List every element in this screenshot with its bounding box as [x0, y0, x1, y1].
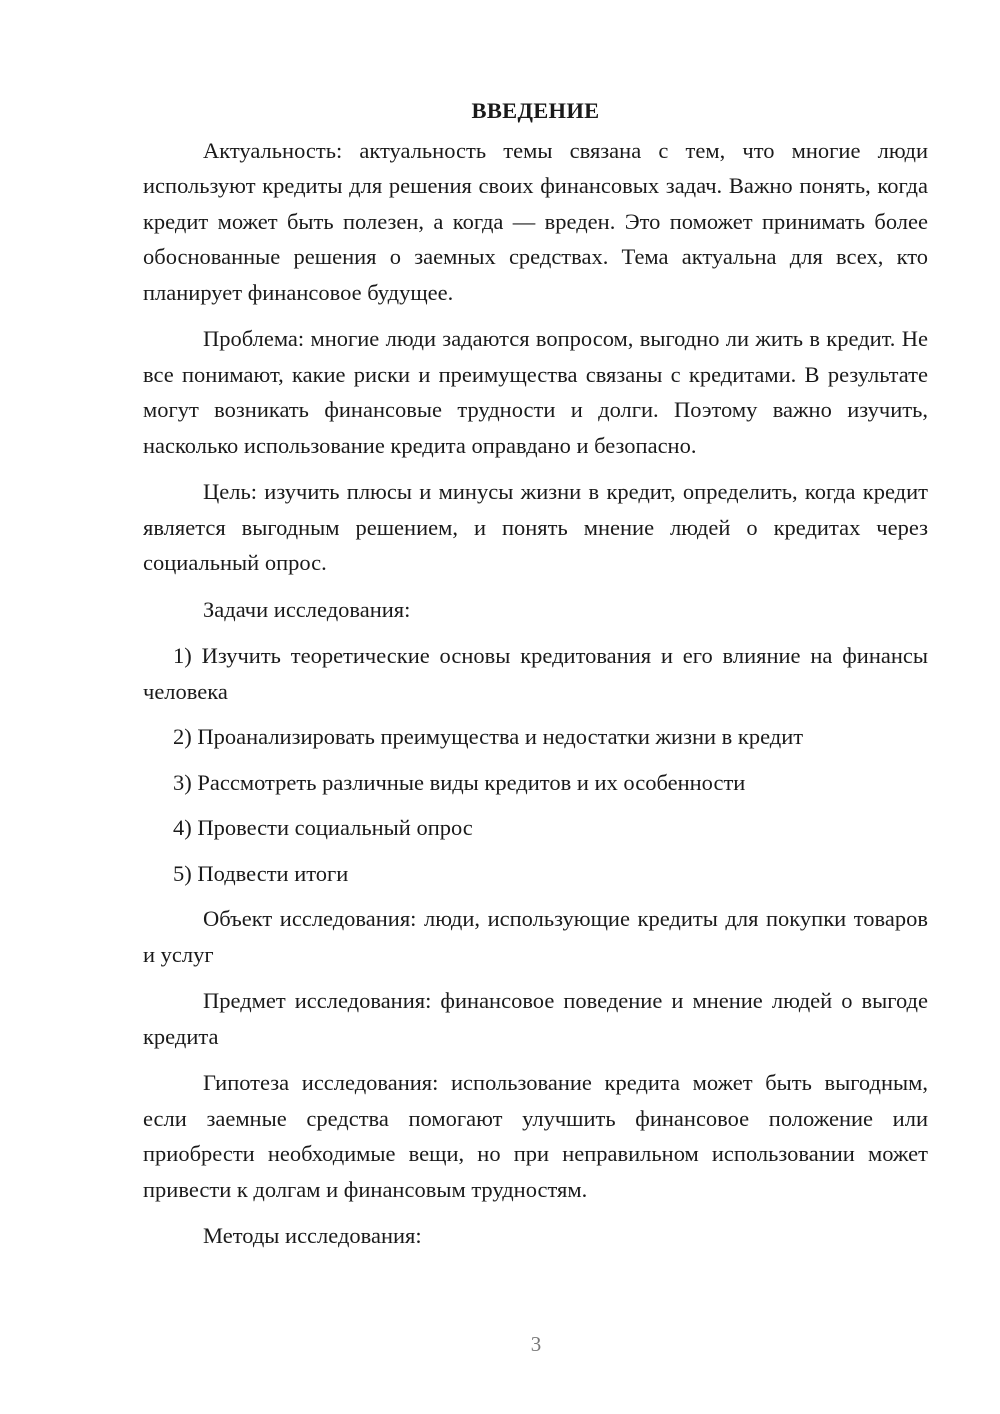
page-number: 3	[530, 1332, 542, 1356]
paragraph-relevance: Актуальность: актуальность темы связана с тем, что многие люди используют кредиты для решения своих финансовых задач. Важно понять, когда кредит может быть полезен, а когда — вреден. Это поможет принимать более обоснованные решения о заемных средствах. Тема актуальна для всех, кто планирует финансовое будущее.	[143, 137, 928, 305]
tasks-list	[143, 638, 928, 891]
paragraph-hypothesis: Гипотеза исследования: использование кредита может быть выгодным, если заемные средства помогают улучшить финансовое положение или приобрести необходимые вещи, но при неправильном использовании может привести к долгам и финансовым трудностям.	[143, 1070, 928, 1202]
paragraph-subject: Предмет исследования: финансовое поведение и мнение людей о выгоде кредита	[143, 988, 928, 1049]
methods-title: Методы исследования:	[203, 1223, 422, 1248]
page-content	[143, 93, 928, 1265]
list-item: 5) Подвести итоги	[173, 860, 349, 886]
paragraph-goal: Цель: изучить плюсы и минусы жизни в кредит, определить, когда кредит является выгодным решением, и понять мнение людей о кредитах через социальный опрос.	[143, 479, 928, 575]
list-item: 1) Изучить теоретические основы кредитования и его влияние на финансы человека	[143, 643, 928, 704]
list-item: 3) Рассмотреть различные виды кредитов и их особенности	[173, 769, 746, 795]
list-item: 4) Провести социальный опрос	[173, 815, 473, 840]
page-heading: ВВЕДЕНИЕ	[471, 98, 600, 123]
list-item: 2) Проанализировать преимущества и недостатки жизни в кредит	[173, 724, 804, 749]
paragraph-object: Объект исследования: люди, использующие кредиты для покупки товаров и услуг	[143, 906, 928, 967]
tasks-title: Задачи исследования:	[203, 596, 411, 622]
paragraph-problem: Проблема: многие люди задаются вопросом, выгодно ли жить в кредит. Не все понимают, какие риски и преимущества связаны с кредитами. В результате могут возникать финансовые трудности и долги. Поэтому важно изучить, насколько использование кредита оправдано и безопасно.	[143, 326, 928, 458]
